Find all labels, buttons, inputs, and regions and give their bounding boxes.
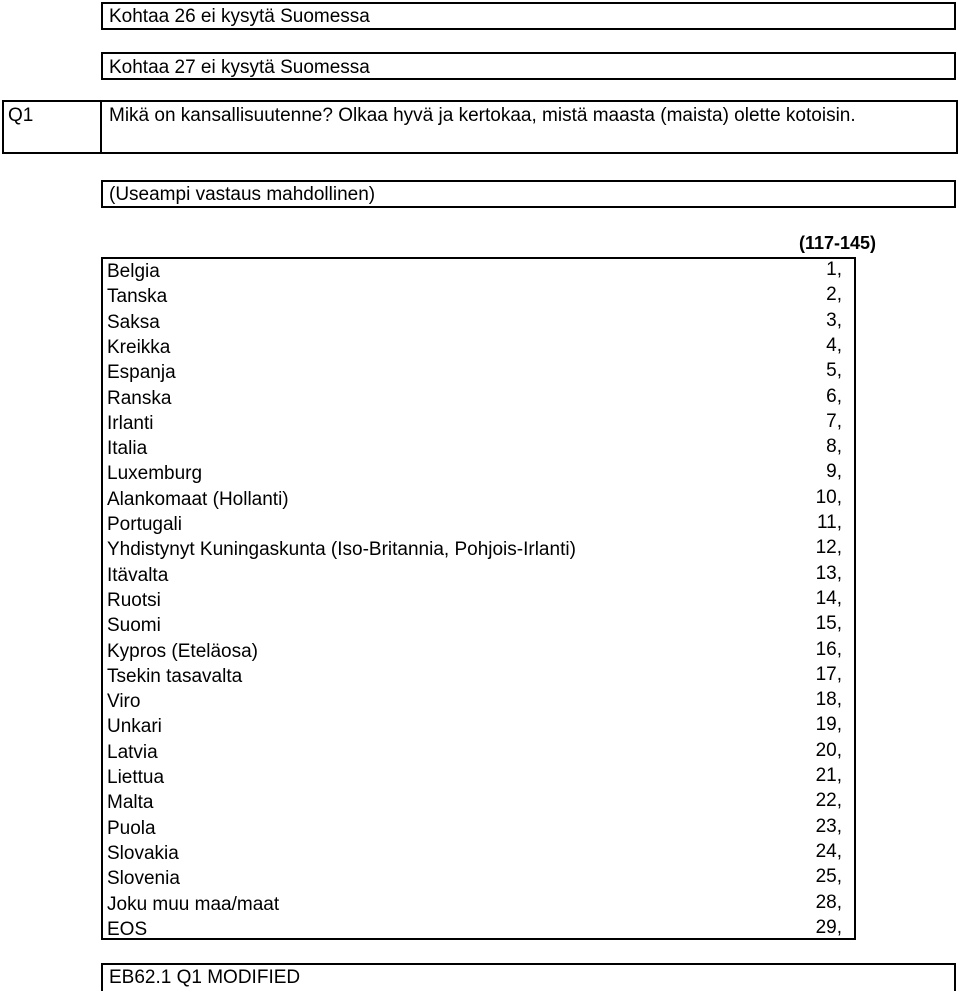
answer-option-label: Ruotsi (107, 590, 161, 611)
footer-text: EB62.1 Q1 MODIFIED (109, 967, 301, 988)
answer-option-code: 29, (815, 917, 842, 938)
answer-option-label: Espanja (107, 362, 176, 383)
answer-option-label: Slovenia (107, 868, 180, 889)
answer-option-code: 6, (826, 386, 842, 407)
answer-option-code: 7, (826, 411, 842, 432)
question-q1 (2, 100, 958, 154)
answer-option-label: Irlanti (107, 413, 154, 434)
question-divider (100, 102, 102, 152)
note-q26-not-asked (101, 2, 956, 30)
answer-option-code: 9, (826, 461, 842, 482)
answer-option-code: 18, (815, 689, 842, 710)
column-range-label: (117-145) (799, 233, 877, 253)
answer-option-label: Liettua (107, 767, 165, 788)
answer-option-code: 20, (815, 740, 842, 761)
answer-option-label: Latvia (107, 742, 158, 763)
answer-option-code: 23, (815, 816, 842, 837)
answer-option-label: Ranska (107, 388, 172, 409)
answer-option-code: 8, (826, 436, 842, 457)
answer-option-code: 28, (815, 892, 842, 913)
answer-option-label: Slovakia (107, 843, 179, 864)
answer-option-label: EOS (107, 919, 148, 940)
answer-option-label: Yhdistynyt Kuningaskunta (Iso-Britannia, Pohjois-Irlanti) (107, 539, 576, 560)
question-text: Mikä on kansallisuutenne? Olkaa hyvä ja kertokaa, mistä maasta (maista) olette kotoisin. (109, 105, 856, 126)
answer-option-code: 19, (815, 714, 842, 735)
answer-option-label: Alankomaat (Hollanti) (107, 489, 289, 510)
note-q27-not-asked (101, 52, 956, 80)
answer-options-box (101, 257, 856, 940)
answer-option-label: Kypros (Eteläosa) (107, 641, 259, 662)
answer-option-code: 17, (815, 664, 842, 685)
answer-option-code: 24, (815, 841, 842, 862)
answer-option-code: 21, (815, 765, 842, 786)
answer-option-code: 4, (826, 335, 842, 356)
answer-option-code: 3, (826, 310, 842, 331)
answer-option-label: Tsekin tasavalta (107, 666, 243, 687)
note-text: Kohtaa 26 ei kysytä Suomessa (109, 6, 370, 27)
answer-option-label: Suomi (107, 615, 161, 636)
source-footer (101, 963, 956, 991)
answer-option-label: Tanska (107, 286, 168, 307)
answer-option-code: 25, (815, 866, 842, 887)
answer-option-code: 15, (815, 613, 842, 634)
answer-option-code: 1, (826, 259, 842, 280)
answer-option-label: Itävalta (107, 565, 169, 586)
answer-option-code: 11, (816, 512, 842, 533)
answer-option-code: 13, (815, 563, 842, 584)
answer-option-label: Belgia (107, 261, 160, 282)
instruction-box (101, 180, 956, 208)
answer-option-code: 16, (815, 639, 842, 660)
answer-option-label: Viro (107, 691, 141, 712)
answer-option-code: 2, (826, 284, 842, 305)
answer-option-code: 14, (815, 588, 842, 609)
answer-option-label: Kreikka (107, 337, 171, 358)
answer-option-code: 5, (826, 360, 842, 381)
answer-option-label: Portugali (107, 514, 182, 535)
answer-option-label: Saksa (107, 312, 160, 333)
question-id: Q1 (8, 105, 34, 126)
answer-option-label: Malta (107, 792, 154, 813)
answer-option-code: 12, (815, 537, 842, 558)
instruction-text: (Useampi vastaus mahdollinen) (109, 184, 376, 205)
answer-option-label: Italia (107, 438, 148, 459)
answer-option-label: Puola (107, 818, 156, 839)
note-text: Kohtaa 27 ei kysytä Suomessa (109, 57, 370, 78)
answer-option-label: Luxemburg (107, 463, 203, 484)
answer-option-label: Unkari (107, 716, 162, 737)
answer-option-label: Joku muu maa/maat (107, 894, 280, 915)
answer-option-code: 10, (815, 487, 842, 508)
answer-option-code: 22, (815, 790, 842, 811)
